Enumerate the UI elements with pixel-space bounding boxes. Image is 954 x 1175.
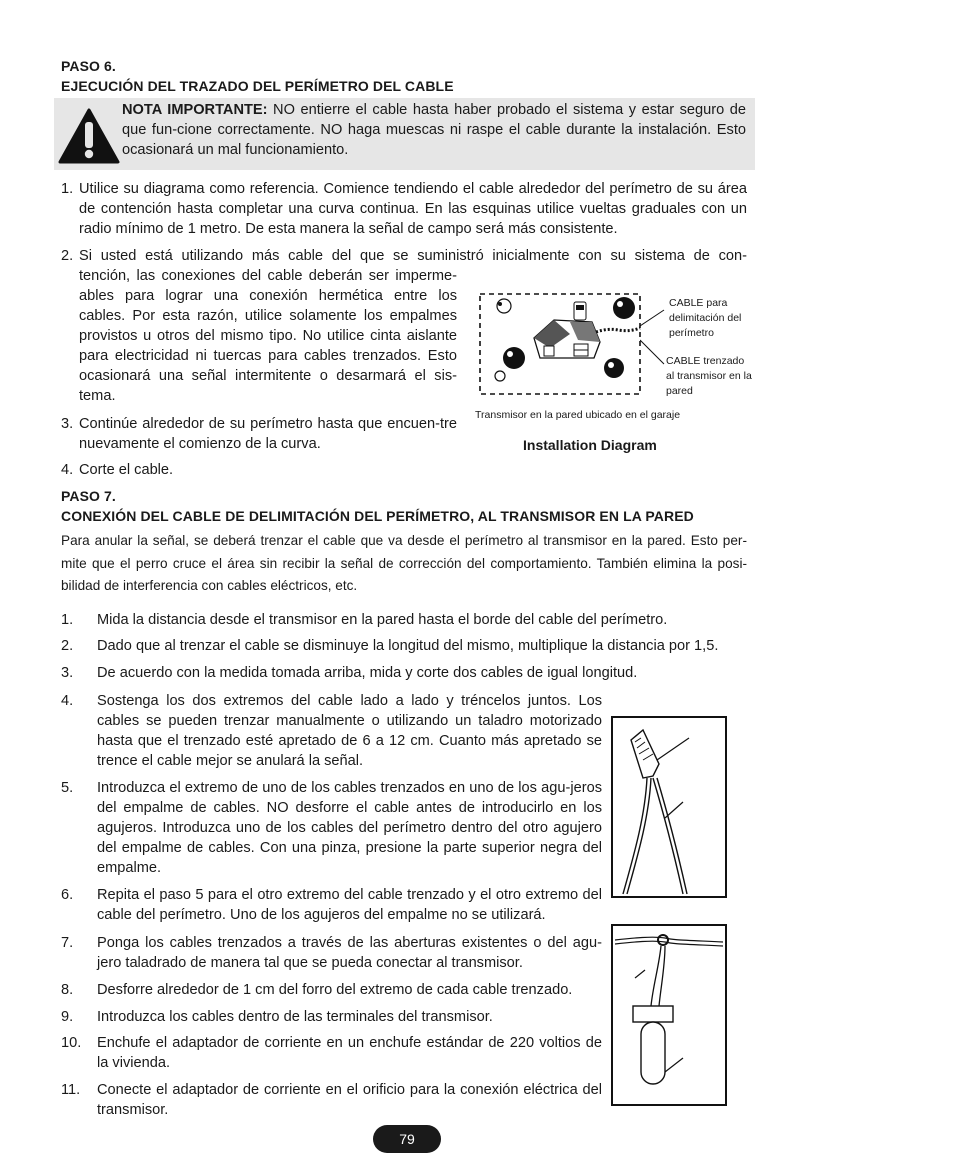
step7-intro: Para anular la señal, se deberá trenzar el cable que va desde el perímetro al transmisor en la pared. Esto per-mite que el perro cruce el área sin recibir la señal de corrección del comportamiento. También elimina la posi-bilidad de interferencia con cables eléctricos, etc.	[61, 533, 747, 593]
item-text: Introduzca el extremo de uno de los cables trenzados en uno de los agu-jeros del empalme de cables. NO desforre el cable antes de introducirlo en los agujeros. Introduzca uno de los cables del perímetro dentro del otro agujero del empalme de cables. Con una pinza, presione la parte superior negra del empalme.	[97, 780, 602, 876]
note-body: NO entierre el cable hasta haber probado el sistema y estar seguro de que fun-cione correctamente. NO haga muescas ni raspe el cable durante la instalación. Esto ocasionará un mal funcionamiento.	[122, 102, 746, 158]
item-number: 2.	[61, 638, 74, 654]
item-number: 1.	[61, 612, 74, 628]
item-text: De acuerdo con la medida tomada arriba, mida y corte dos cables de igual longitud.	[97, 665, 638, 681]
step7-label: PASO 7.	[61, 488, 116, 504]
boundary-wire-label: CABLE para delimitación del perímetro	[669, 297, 742, 339]
item-number: 3.	[61, 416, 74, 432]
splice-illustration	[611, 716, 727, 898]
item-number: 11.	[61, 1082, 81, 1098]
important-note-text	[122, 100, 746, 160]
installation-diagram	[474, 288, 754, 468]
transmitter-caption: Transmisor en la pared ubicado en el garaje	[475, 409, 681, 421]
item-text: Desforre alrededor de 1 cm del forro del extremo de cada cable trenzado.	[97, 982, 573, 998]
yard-illustration	[474, 288, 664, 400]
item-text: Conecte el adaptador de corriente en el orificio para la conexión eléctrica del transmisor.	[97, 1082, 602, 1118]
note-label: NOTA IMPORTANTE:	[122, 102, 268, 118]
item-text: Continúe alrededor de su perímetro hasta que encuen-tre nuevamente el comienzo de la curva.	[79, 416, 457, 452]
step6-label: PASO 6.	[61, 58, 116, 74]
item-text: Introduzca los cables dentro de las terminales del transmisor.	[97, 1009, 493, 1025]
item-text: Ponga los cables trenzados a través de las aberturas existentes o del agu-jero taladrado de manera tal que se pueda conectar al transmisor.	[97, 935, 602, 971]
item-number: 3.	[61, 665, 74, 681]
item-text: Sostenga los dos extremos del cable lado a lado y tréncelos juntos. Los cables se pueden trenzar manualmente o utilizando un taladro motorizado hasta que el trenzado esté apretado de 6 a 12 cm. Cuanto más apretado se trence el cable mejor se anulará la señal.	[97, 693, 602, 769]
item-number: 4.	[61, 462, 74, 478]
item-number: 5.	[61, 780, 74, 796]
page-number: 79	[373, 1125, 441, 1153]
warning-icon	[58, 108, 120, 164]
step6-title: EJECUCIÓN DEL TRAZADO DEL PERÍMETRO DEL CABLE	[61, 78, 454, 94]
item-number: 4.	[61, 693, 74, 709]
item-text-first-line: Si usted está utilizando más cable del que se suministró inicialmente con su sistema de con-	[79, 248, 747, 264]
item-number: 2.	[61, 248, 74, 264]
item-text-rest: tención, las conexiones del cable deberán ser imperme-ables para lograr una conexión hermética entre los cables. Por esta razón, utilice solamente los empalmes provistos u otros del mismo tipo. No utilice cinta aislante para electricidad ni tuercas para cables trenzados. Esto ocasionará una señal intermitente o desarmará el sis-tema.	[79, 268, 457, 404]
important-note-box	[54, 98, 755, 170]
item-text: Repita el paso 5 para el otro extremo del cable trenzado y el otro extremo del cable del perímetro. Uno de los agujeros del empalme no se utilizará.	[97, 887, 602, 923]
item-text: Corte el cable.	[79, 462, 174, 478]
item-number: 9.	[61, 1009, 74, 1025]
item-text: Utilice su diagrama como referencia. Comience tendiendo el cable alrededor del perímetro de su área de contención hasta completar una curva continua. En las esquinas utilice vueltas graduales con un radio mínimo de 1 metro. De esta manera la señal de campo será más consistente.	[79, 181, 747, 237]
twisted-wire-label: CABLE trenzado al transmisor en la pared	[666, 355, 752, 397]
item-number: 7.	[61, 935, 74, 951]
item-number: 6.	[61, 887, 74, 903]
item-text: Enchufe el adaptador de corriente en un enchufe estándar de 220 voltios de la vivienda.	[97, 1035, 602, 1071]
item-text: Dado que al trenzar el cable se disminuye la longitud del mismo, multiplique la distancia por 1,5.	[97, 638, 719, 654]
wire-nut-icon	[613, 718, 725, 896]
step7-title: CONEXIÓN DEL CABLE DE DELIMITACIÓN DEL PERÍMETRO, AL TRANSMISOR EN LA PARED	[61, 508, 694, 524]
item-number: 1.	[61, 181, 74, 197]
diagram-title: Installation Diagram	[523, 437, 657, 453]
item-number: 8.	[61, 982, 74, 998]
item-text: Mida la distancia desde el transmisor en la pared hasta el borde del cable del perímetro.	[97, 612, 668, 628]
transmitter-plug-illustration	[611, 924, 727, 1106]
item-number: 10.	[61, 1035, 82, 1051]
plug-icon	[613, 926, 725, 1104]
